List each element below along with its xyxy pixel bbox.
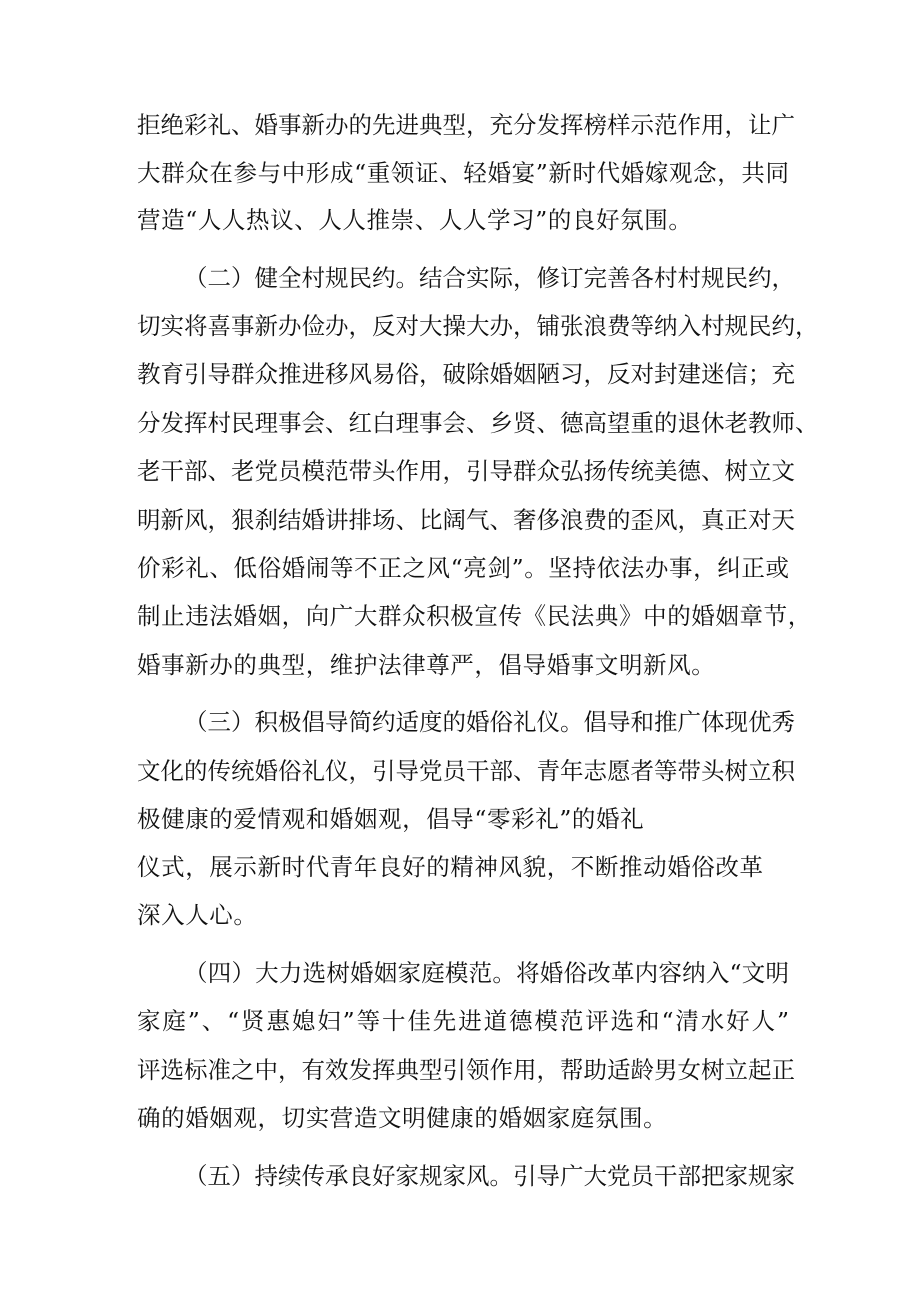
text-line: （三）积极倡导简约适度的婚俗礼仪。倡导和推广体现优秀 [184, 708, 795, 736]
text-line: 深入人心。 [137, 901, 258, 929]
text-line: 拒绝彩礼、婚事新办的先进典型，充分发挥榜样示范作用，让广 [137, 111, 795, 139]
text-line: 价彩礼、低俗婚闹等不正之风“亮剑”。坚持依法办事，纠正或 [137, 554, 789, 582]
text-line: 文化的传统婚俗礼仪，引导党员干部、青年志愿者等带头树立积 [137, 757, 795, 785]
text-line: 婚事新办的典型，维护法律尊严，倡导婚事文明新风。 [137, 651, 716, 679]
text-line: 营造“人人热议、人人推崇、人人学习”的良好氛围。 [137, 206, 693, 234]
text-line: （二）健全村规民约。结合实际，修订完善各村村规民约， [184, 264, 795, 292]
text-line: 极健康的爱情观和婚姻观，倡导“零彩礼”的婚礼 [137, 805, 645, 833]
text-line: （四）大力选树婚姻家庭模范。将婚俗改革内容纳入“文明 [184, 959, 789, 987]
text-line: 分发挥村民理事会、红白理事会、乡贤、德高望重的退休老教师、 [137, 409, 819, 437]
text-line: 制止违法婚姻，向广大群众积极宣传《民法典》中的婚姻章节， [137, 602, 812, 630]
text-line: 家庭”、“贤惠媳妇”等十佳先进道德模范评选和“清水好人” [137, 1007, 789, 1035]
text-line: 确的婚姻观，切实营造文明健康的婚姻家庭氛围。 [137, 1104, 668, 1132]
text-line: 明新风，狠刹结婚讲排场、比阔气、奢侈浪费的歪风，真正对天 [137, 506, 795, 534]
text-line: 教育引导群众推进移风易俗，破除婚姻陋习，反对封建迷信；充 [137, 360, 795, 388]
text-line: 切实将喜事新办俭办，反对大操大办，铺张浪费等纳入村规民约， [137, 312, 819, 340]
text-line: 评选标准之中，有效发挥典型引领作用，帮助适龄男女树立起正 [137, 1056, 795, 1084]
text-line: 仪式，展示新时代青年良好的精神风貌，不断推动婚俗改革 [137, 853, 764, 881]
text-line: （五）持续传承良好家规家风。引导广大党员干部把家规家 [184, 1162, 795, 1190]
text-line: 大群众在参与中形成“重领证、轻婚宴”新时代婚嫁观念，共同 [137, 159, 789, 187]
text-line: 老干部、老党员模范带头作用，引导群众弘扬传统美德、树立文 [137, 457, 795, 485]
